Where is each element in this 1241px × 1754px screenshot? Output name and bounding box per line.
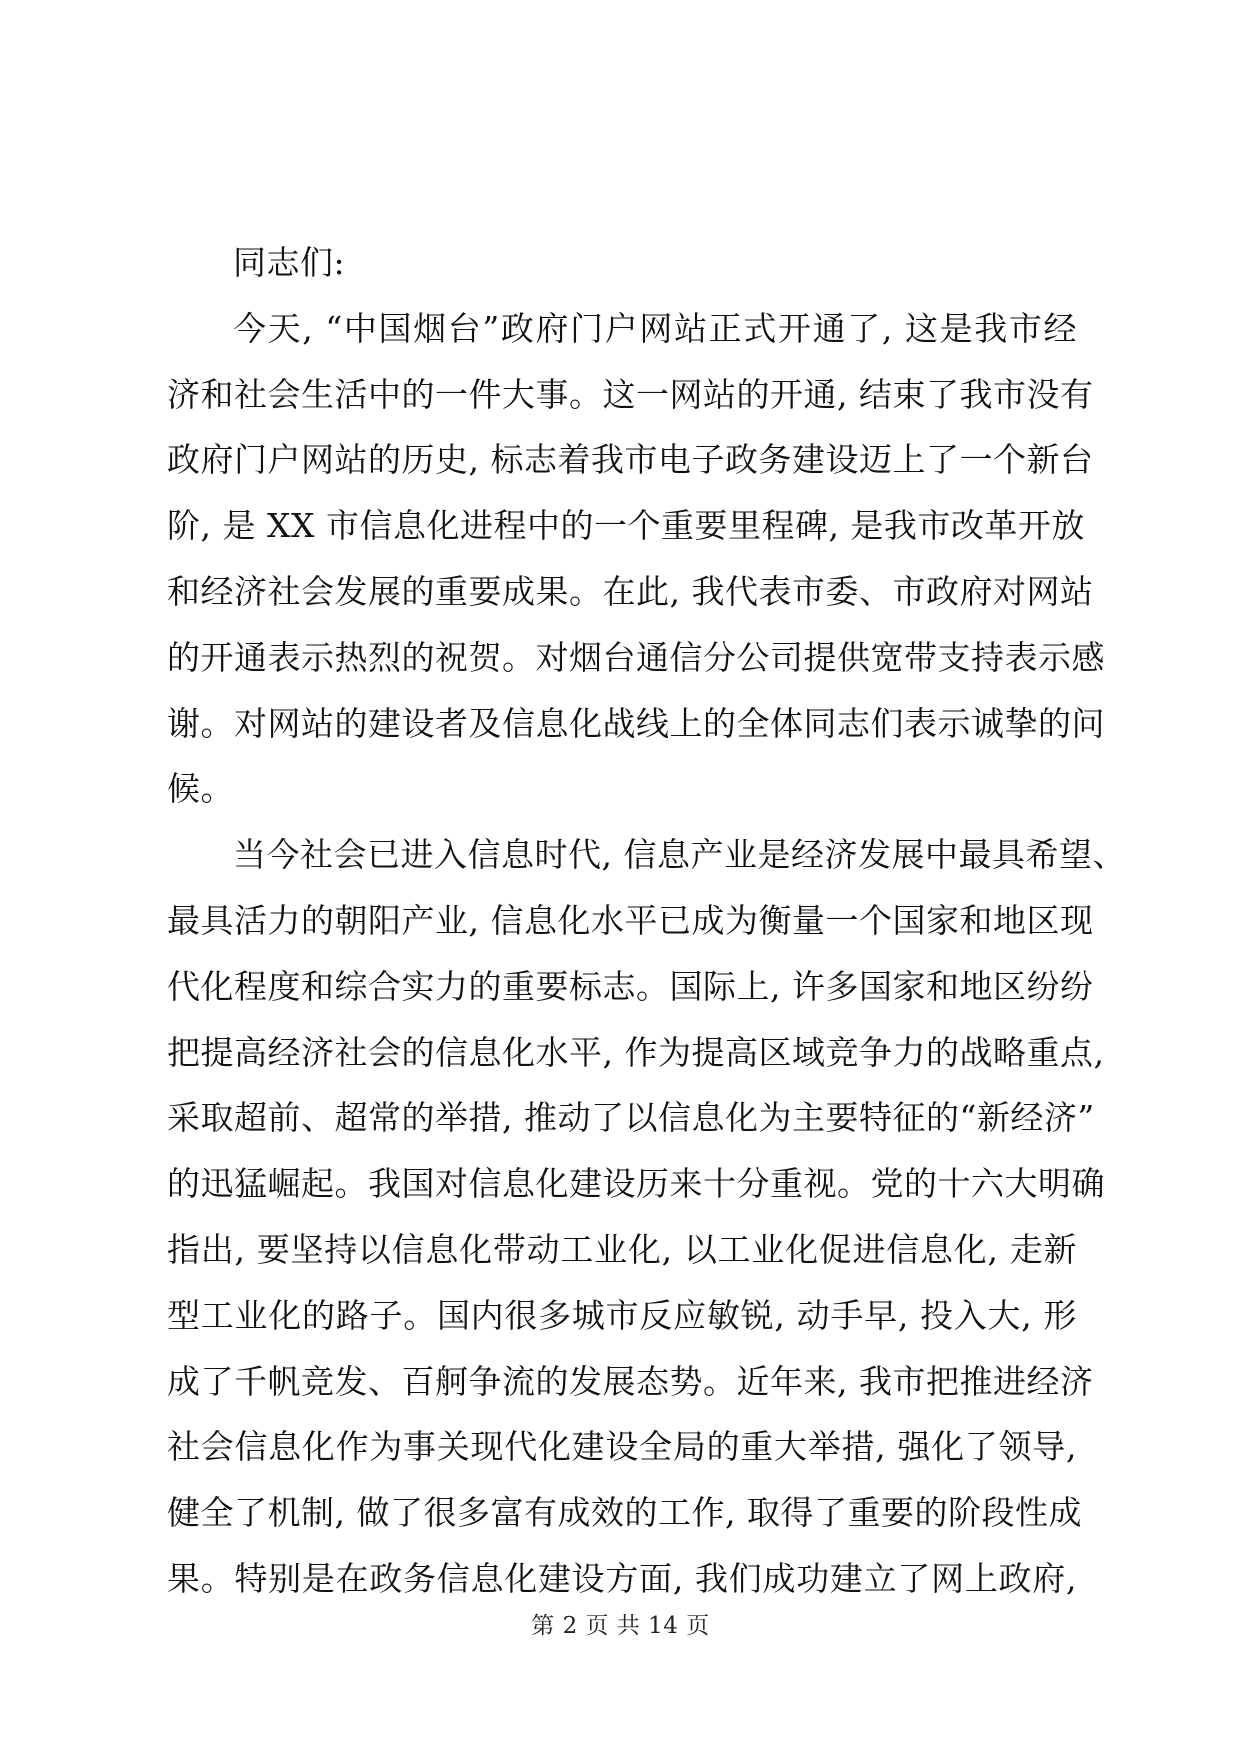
page-number-footer: 第 2 页 共 14 页 [531, 1613, 710, 1639]
paragraph-2-line-6: 的迅猛崛起。我国对信息化建设历来十分重视。党的十六大明确 [167, 1164, 1105, 1204]
paragraph-2-line-4: 把提高经济社会的信息化水平, 作为提高区域竞争力的战略重点, [167, 1032, 1105, 1072]
paragraph-1-line-6: 的开通表示热烈的祝贺。对烟台通信分公司提供宽带支持表示感 [167, 637, 1105, 677]
paragraph-2-line-3: 代化程度和综合实力的重要标志。国际上, 许多国家和地区纷纷 [167, 966, 1094, 1006]
paragraph-2-line-11: 健全了机制, 做了很多富有成效的工作, 取得了重要的阶段性成 [167, 1493, 1082, 1533]
paragraph-1-line-4: 阶, 是 XX 市信息化进程中的一个重要里程碑, 是我市改革开放 [167, 506, 1085, 546]
paragraph-1-line-7: 谢。对网站的建设者及信息化战线上的全体同志们表示诚挚的问 [167, 703, 1105, 743]
paragraph-1-line-3: 政府门户网站的历史, 标志着我市电子政务建设迈上了一个新台 [167, 440, 1094, 480]
paragraph-1-line-1: 今天, “中国烟台”政府门户网站正式开通了, 这是我市经 [233, 308, 1077, 348]
paragraph-2-line-9: 成了千帆竞发、百舸争流的发展态势。近年来, 我市把推进经济 [167, 1361, 1094, 1401]
paragraph-1-line-8: 候。 [167, 769, 234, 809]
body-text [167, 230, 1126, 1612]
paragraph-2-line-2: 最具活力的朝阳产业, 信息化水平已成为衡量一个国家和地区现 [167, 900, 1094, 940]
paragraph-1-line-2: 济和社会生活中的一件大事。这一网站的开通, 结束了我市没有 [167, 374, 1094, 414]
paragraph-2-line-12: 果。特别是在政务信息化建设方面, 我们成功建立了网上政府, [167, 1558, 1077, 1598]
paragraph-2-line-1: 当今社会已进入信息时代, 信息产业是经济发展中最具希望、 [233, 835, 1126, 875]
paragraph-2-line-7: 指出, 要坚持以信息化带动工业化, 以工业化促进信息化, 走新 [167, 1229, 1077, 1269]
paragraph-2-line-10: 社会信息化作为事关现代化建设全局的重大举措, 强化了领导, [167, 1427, 1077, 1467]
paragraph-2-line-5: 采取超前、超常的举措, 推动了以信息化为主要特征的“新经济” [167, 1098, 1095, 1138]
paragraph-2-line-8: 型工业化的路子。国内很多城市反应敏锐, 动手早, 投入大, 形 [167, 1295, 1077, 1335]
paragraph-1-line-5: 和经济社会发展的重要成果。在此, 我代表市委、市政府对网站 [167, 571, 1094, 611]
salutation-line: 同志们: [233, 243, 346, 282]
